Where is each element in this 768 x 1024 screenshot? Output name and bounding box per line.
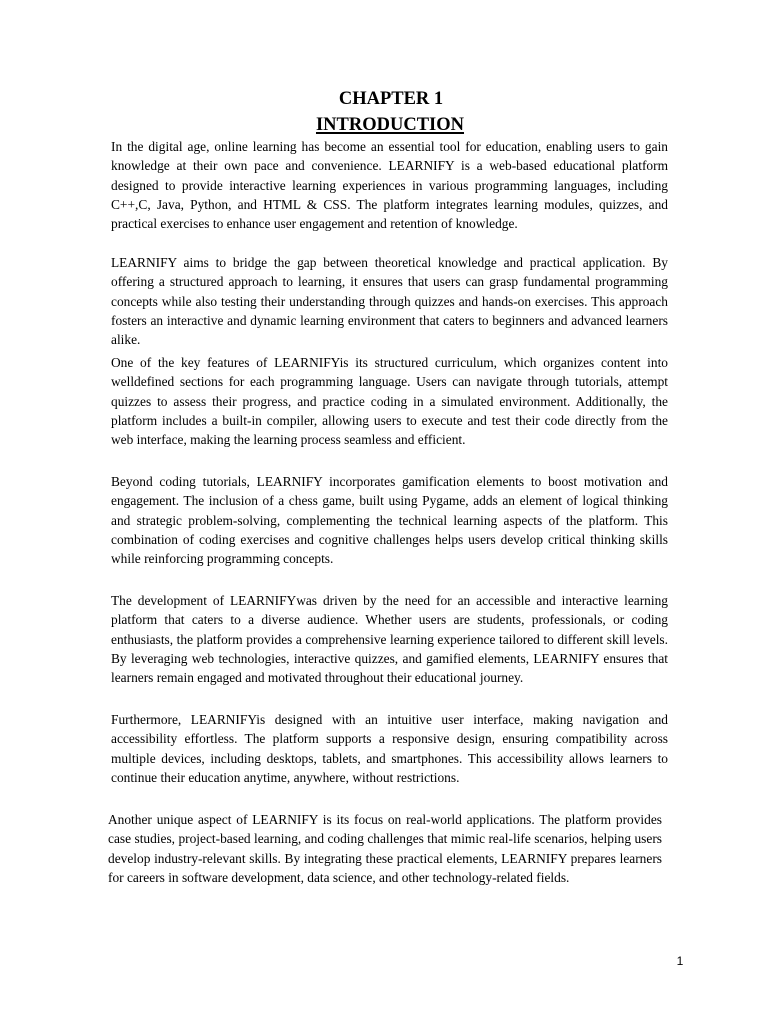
paragraph-5: The development of LEARNIFYwas driven by the need for an accessible and interactive learning platform that caters to a diverse audience. Whether users are students, professionals, or coding enthusiasts, the platform provides a comprehensive learning experience tailored to different skill levels. By leveraging web technologies, interactive quizzes, and gamified elements, LEARNIFY ensures that learners remain engaged and motivated throughout their educational journey. bbox=[111, 593, 668, 686]
paragraph-7: Another unique aspect of LEARNIFY is its focus on real-world applications. The platform provides case studies, project-based learning, and coding challenges that mimic real-life scenarios, helping users develop industry-relevant skills. By integrating these practical elements, LEARNIFY prepares learners for careers in software development, data science, and other technology-related fields. bbox=[108, 812, 662, 885]
paragraph-4: Beyond coding tutorials, LEARNIFY incorporates gamification elements to boost motivation and engagement. The inclusion of a chess game, built using Pygame, adds an element of logical thinking and strategic problem-solving, complementing the technical learning aspects of the platform. This combination of coding exercises and cognitive challenges helps users develop critical thinking skills while reinforcing programming concepts. bbox=[111, 474, 668, 567]
paragraph-6: Furthermore, LEARNIFYis designed with an intuitive user interface, making navigation and accessibility effortless. The platform supports a responsive design, ensuring compatibility across multiple devices, including desktops, tablets, and smartphones. This accessibility allows learners to continue their education anytime, anywhere, without restrictions. bbox=[111, 712, 668, 785]
page-number: 1 bbox=[676, 954, 684, 968]
paragraph-2: LEARNIFY aims to bridge the gap between theoretical knowledge and practical application. By offering a structured approach to learning, it ensures that users can grasp fundamental programming concepts while also testing their understanding through quizzes and hands-on exercises. This approach fosters an interactive and dynamic learning environment that caters to beginners and advanced learners alike. bbox=[111, 255, 668, 348]
chapter-number: CHAPTER 1 bbox=[338, 89, 444, 109]
paragraph-1: In the digital age, online learning has become an essential tool for education, enabling users to gain knowledge at their own pace and convenience. LEARNIFY is a web-based educational platform designed to provide interactive learning experiences in various programming languages, including C++,C, Java, Python, and HTML & CSS. The platform integrates learning modules, quizzes, and practical exercises to enhance user engagement and retention of knowledge. bbox=[111, 139, 668, 232]
chapter-title: INTRODUCTION bbox=[315, 115, 465, 135]
paragraph-3: One of the key features of LEARNIFYis its structured curriculum, which organizes content into welldefined sections for each programming language. Users can navigate through tutorials, attempt quizzes to assess their progress, and practice coding in a simulated environment. Additionally, the platform includes a built-in compiler, allowing users to execute and test their code directly from the web interface, making the learning process seamless and efficient. bbox=[111, 355, 668, 448]
